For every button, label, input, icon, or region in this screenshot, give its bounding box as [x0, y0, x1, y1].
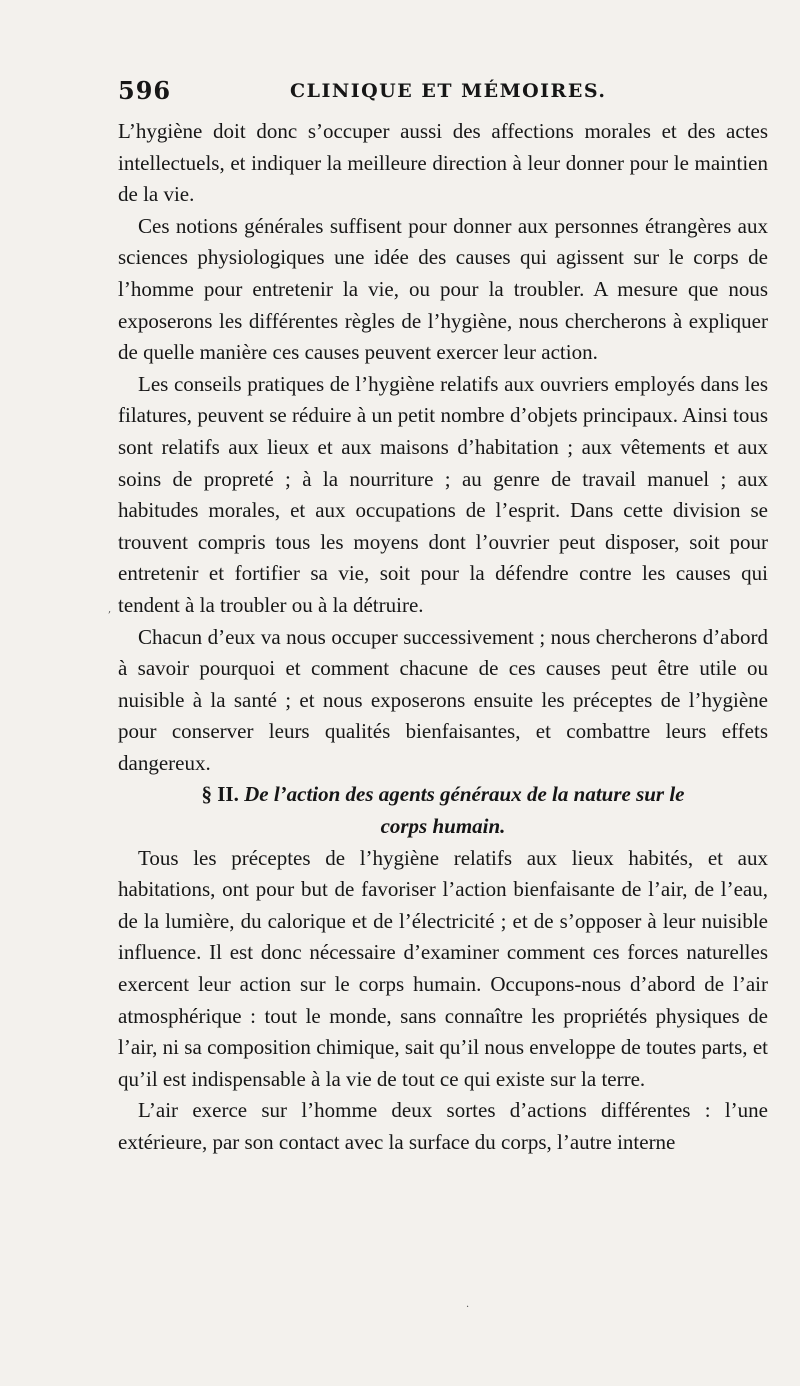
- paragraph-4: Chacun d’eux va nous occuper successivement ; nous chercherons d’abord à savoir pourquoi et comment chacune de ces causes peut être utile ou nuisible à la santé ; et nous exposerons ensuite les préceptes de l’hygiène pour conserver leurs qualités bienfaisantes, et combattre leurs effets dangereux.: [118, 624, 768, 775]
- paragraph-6: L’air exerce sur l’homme deux sortes d’actions différentes : l’une extérieure, par son contact avec la surface du corps, l’autre interne: [118, 1098, 768, 1154]
- paragraph-1: L’hygiène doit donc s’occuper aussi des affections morales et des actes intellectuels, et indiquer la meilleure direction à leur donner pour le maintien de la vie.: [118, 119, 768, 207]
- body-text: [118, 116, 768, 1159]
- running-head: CLINIQUE ET MÉMOIRES.: [290, 80, 607, 102]
- paragraph-5: Tous les préceptes de l’hygiène relatifs aux lieux habités, et aux habitations, ont pour but de favoriser l’action bienfaisante de l’air, de l’eau, de la lumière, du calorique et de l’électricité ; et de s’opposer à leur nuisible influence. Il est donc nécessaire d’examiner comment ces forces naturelles exercent leur action sur le corps humain. Occupons-nous d’abord de l’air atmosphérique : tout le monde, sans connaître les propriétés physiques de l’air, ni sa composition chimique, sait qu’il nous enveloppe de toutes parts, et qu’il est indispensable à la vie de tout ce qui existe sur la terre.: [118, 845, 768, 1091]
- print-speck: ,: [108, 604, 112, 615]
- paragraph-3: Les conseils pratiques de l’hygiène relatifs aux ouvriers employés dans les filatures, peuvent se réduire à un petit nombre d’objets principaux. Ainsi tous sont relatifs aux lieux et aux maisons d’habitation ; aux vêtements et aux soins de propreté ; à la nourriture ; au genre de travail manuel ; aux habitudes morales, et aux occupations de l’esprit. Dans cette division se trouvent compris tous les moyens dont l’ouvrier peut disposer, soit pour entretenir et fortifier sa vie, soit pour la défendre contre les causes qui tendent à la troubler ou à la détruire.: [118, 371, 768, 617]
- page-number: 596: [118, 76, 172, 105]
- section-title-line1: De l’action des agents généraux de la nature sur le: [244, 782, 685, 807]
- paragraph-2: Ces notions générales suffisent pour donner aux personnes étrangères aux sciences physiologiques une idée des causes qui agissent sur le corps de l’homme pour entretenir la vie, ou pour la troubler. A mesure que nous exposerons les différentes règles de l’hygiène, nous chercherons à expliquer de quelle manière ces causes peuvent exercer leur action.: [118, 213, 768, 365]
- print-speck: ·: [466, 1302, 470, 1313]
- page-header: [118, 76, 758, 112]
- section-heading: [118, 779, 768, 842]
- section-sign: § II.: [201, 782, 245, 807]
- section-title-line2: corps humain.: [380, 814, 506, 839]
